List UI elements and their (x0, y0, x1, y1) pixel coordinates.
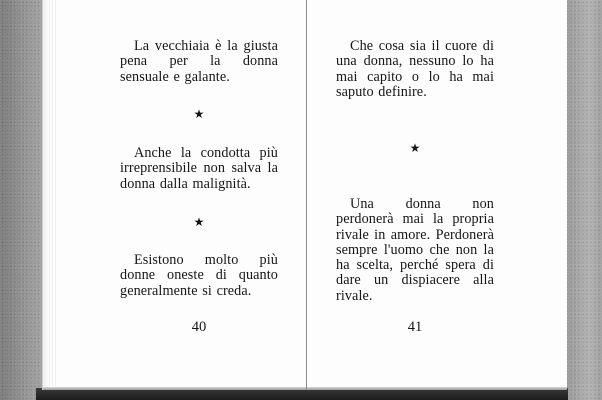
aphorism-paragraph (336, 39, 494, 100)
page-bottom-edge (43, 387, 307, 390)
paragraph-text: Che cosa sia il cuore di una donna, nessuno lo ha mai capito o lo ha mai saputo definire. (336, 38, 494, 100)
page-number: 41 (407, 319, 423, 335)
star-separator-icon: ★ (193, 215, 205, 229)
star-separator-icon: ★ (409, 141, 421, 155)
paragraph-text: Anche la condotta più irreprensibile non salva la donna dalla malignità. (120, 145, 278, 192)
page-number: 40 (191, 319, 207, 335)
paragraph-text: La vecchiaia è la giusta pena per la donna sensuale e galante. (120, 38, 278, 85)
aphorism-paragraph (120, 253, 278, 299)
aphorism-paragraph (120, 39, 278, 85)
paragraph-text: Esistono molto più donne oneste di quanto generalmente si creda. (120, 252, 278, 299)
paragraph-text: Una donna non perdonerà mai la propria rivale in amore. Perdonerà sempre l'uomo che non la ha scelta, perché spera di dare un dispiacere alla rivale. (336, 196, 494, 304)
open-book (42, 0, 566, 390)
right-page (306, 0, 567, 390)
page-bottom-edge (307, 387, 567, 390)
aphorism-paragraph (120, 146, 278, 192)
left-page (42, 0, 307, 390)
aphorism-paragraph (336, 197, 494, 304)
star-separator-icon: ★ (193, 107, 205, 121)
